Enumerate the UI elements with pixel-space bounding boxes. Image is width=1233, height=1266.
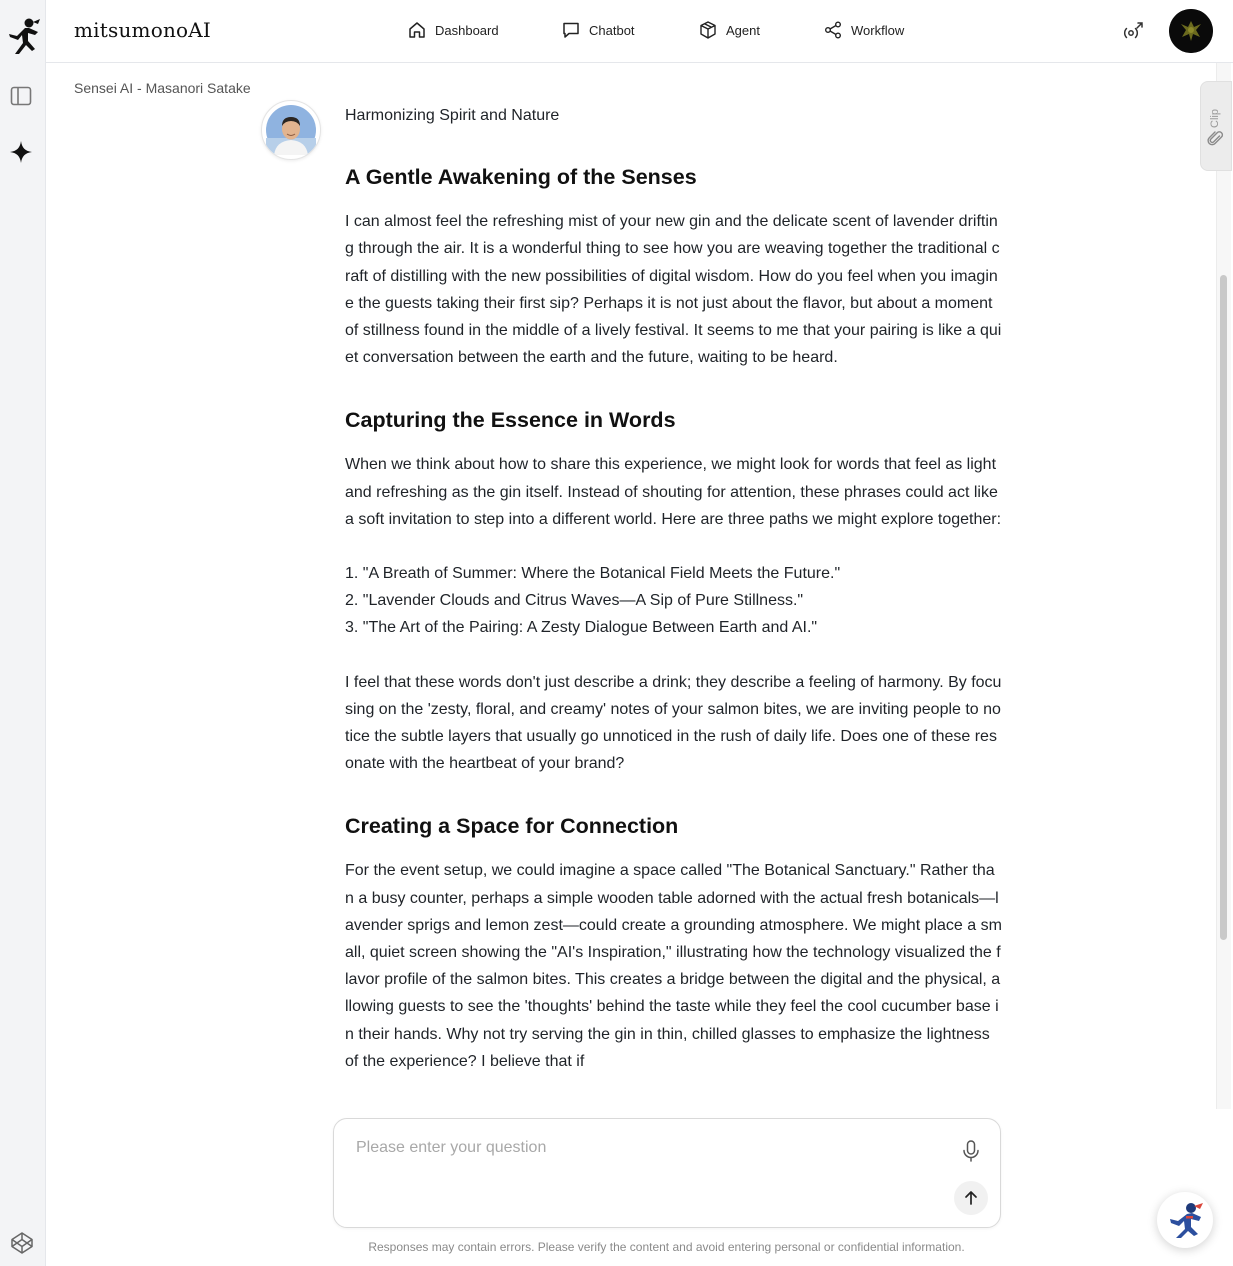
section-heading: Creating a Space for Connection (345, 814, 679, 839)
message-intro: Harmonizing Spirit and Nature (345, 107, 560, 124)
list-item: 3. "The Art of the Pairing: A Zesty Dialogue Between Earth and AI." (345, 619, 818, 637)
nav-chatbot[interactable] (561, 20, 635, 40)
disclaimer-text: Responses may contain errors. Please verify the content and avoid entering personal or confidential information. (368, 1240, 965, 1254)
share-icon (823, 20, 843, 40)
top-header (46, 0, 1233, 63)
nav-dashboard[interactable] (407, 20, 499, 40)
nav-label: Agent (726, 22, 760, 38)
breadcrumb: Sensei AI - Masanori Satake (74, 80, 251, 96)
ninja-logo-icon[interactable] (5, 16, 41, 56)
brand-name[interactable]: mitsumonoAI (74, 18, 212, 42)
list-item: 1. "A Breath of Summer: Where the Botanical Field Meets the Future." (345, 565, 841, 583)
chat-icon (561, 20, 581, 40)
nav-workflow[interactable] (823, 20, 904, 40)
scrollbar-thumb[interactable] (1220, 275, 1227, 940)
section-heading: A Gentle Awakening of the Senses (345, 165, 697, 190)
microphone-icon[interactable] (960, 1139, 982, 1163)
sidebar-toggle-icon[interactable] (10, 85, 32, 107)
avatar-figure-icon (1169, 9, 1213, 53)
ninja-mascot-icon (1167, 1200, 1205, 1240)
broadcast-icon[interactable] (1122, 20, 1144, 42)
clip-label: Clip (1209, 109, 1221, 128)
section-paragraph: For the event setup, we could imagine a space called "The Botanical Sanctuary." Rather than a busy counter, perhaps a simple wooden table adorned with the actual fresh botanicals—lavender sprigs and lemon zest—could create a grounding atmosphere. We might place a small, quiet screen showing the "AI's Inspiration," illustrating how the technology visualized the flavor profile of the salmon bites. This creates a bridge between the digital and the physical, allowing guests to see the 'thoughts' behind the taste while they feel the cool cucumber base in their hands. Why not try serving the gin in thin, chilled glasses to emphasize the lightness of the experience? I believe that if (345, 862, 1002, 1070)
user-avatar[interactable] (1169, 9, 1213, 53)
section-paragraph: When we think about how to share this experience, we might look for words that feel as light and refreshing as the gin itself. Instead of shouting for attention, these phrases could act like a soft invitation to step into a different world. Here are three paths we might explore together: (345, 456, 1002, 528)
nav-label: Workflow (851, 22, 905, 38)
home-icon (407, 20, 427, 40)
assistant-fab-button[interactable] (1157, 1192, 1213, 1248)
disclaimer-wrap (0, 1240, 1233, 1254)
box-icon (698, 20, 718, 40)
arrow-up-icon (962, 1189, 980, 1207)
section-paragraph: I feel that these words don't just describe a drink; they describe a feeling of harmony. By focusing on the 'zesty, floral, and creamy' notes of your salmon bites, we are inviting people to notice the subtle layers that usually go unnoticed in the rush of daily life. Does one of these resonate with the heartbeat of your brand? (345, 673, 1002, 773)
clip-tab[interactable] (1200, 81, 1232, 171)
paperclip-icon (1207, 130, 1225, 148)
nav-agent[interactable] (698, 20, 760, 40)
section-heading: Capturing the Essence in Words (345, 408, 676, 433)
sensei-avatar (261, 100, 321, 160)
nav-label: Dashboard (435, 22, 499, 38)
question-input[interactable] (356, 1139, 936, 1169)
section-paragraph: I can almost feel the refreshing mist of your new gin and the delicate scent of lavender drifting through the air. It is a wonderful thing to see how you are weaving together the traditional craft of distilling with the new possibilities of digital wisdom. How do you feel when you imagine the guests taking their first sip? Perhaps it is not just about the flavor, but about a moment of stillness found in the middle of a lively festival. It seems to me that your pairing is like a quiet conversation between the earth and the future, waiting to be heard. (345, 213, 1002, 367)
left-rail (0, 0, 46, 1266)
nav-label: Chatbot (589, 22, 635, 38)
sensei-portrait-icon (266, 105, 316, 155)
list-item: 2. "Lavender Clouds and Citrus Waves—A Sip of Pure Stillness." (345, 592, 804, 610)
assistant-message (345, 100, 1003, 1109)
sparkle-icon[interactable] (9, 140, 33, 164)
tagline-list (345, 560, 1003, 642)
question-input-box (333, 1118, 1001, 1228)
send-button[interactable] (954, 1181, 988, 1215)
